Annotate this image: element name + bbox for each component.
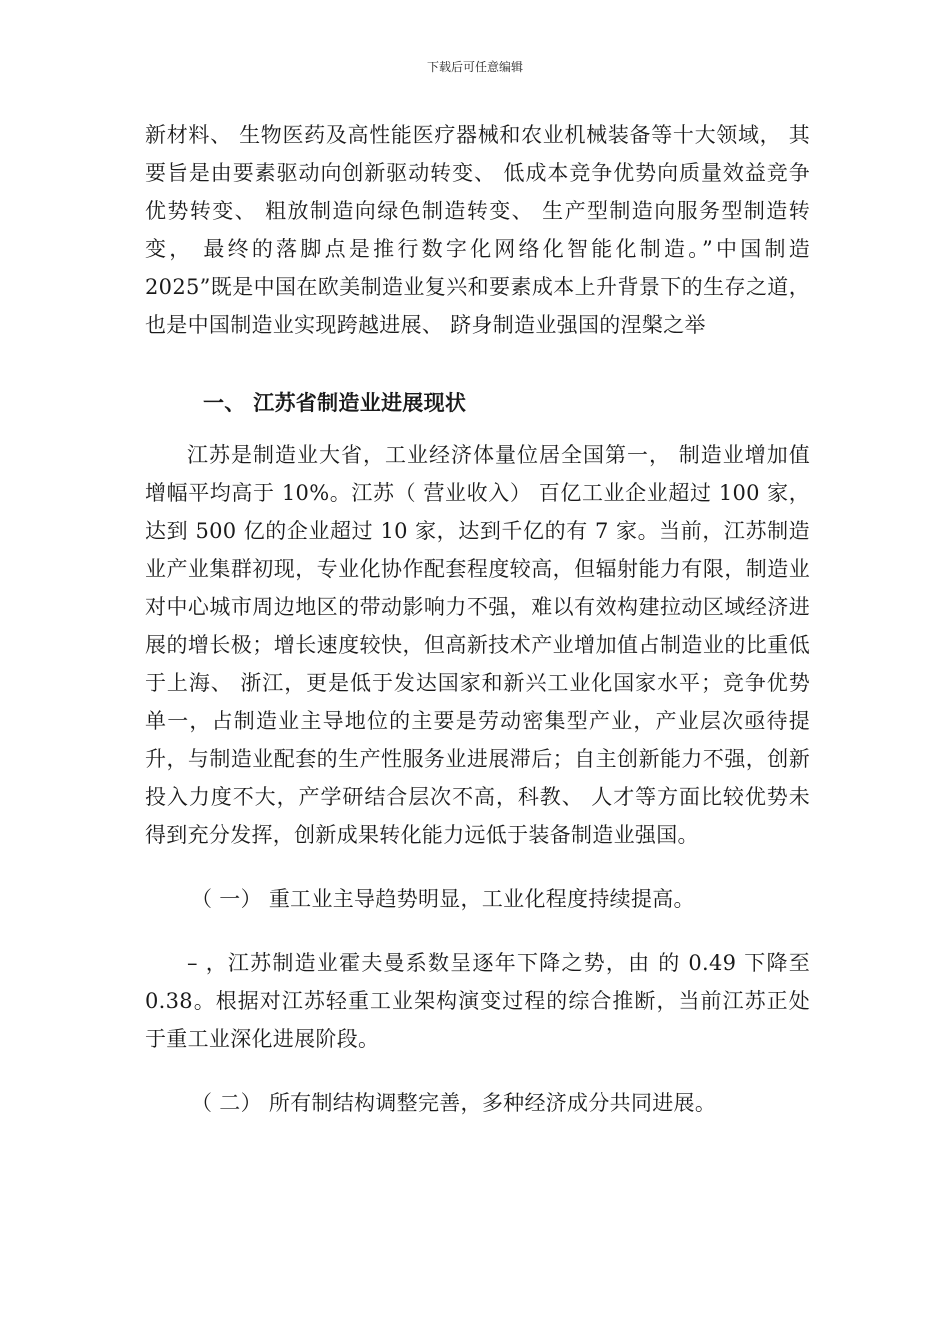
spacer xyxy=(145,422,810,436)
section-heading: 一、 江苏省制造业进展现状 xyxy=(203,391,467,415)
spacer xyxy=(145,918,810,944)
subsection-paragraph: – ，江苏制造业霍夫曼系数呈逐年下降之势，由 的 0.49 下降至 0.38。根据对江苏轻重工业架构演变过程的综合推断，当前江苏正处于重工业深化进展阶段。 xyxy=(145,951,810,1051)
spacer xyxy=(145,344,810,362)
subsection-heading-2: （ 二） 所有制结构调整完善，多种经济成分共同进展。 xyxy=(191,1091,717,1115)
subsection-heading-1: （ 一） 重工业主导趋势明显，工业化程度持续提高。 xyxy=(191,887,695,911)
header-note: 下载后可任意编辑 xyxy=(426,60,523,74)
spacer xyxy=(145,854,810,880)
section-paragraph: 江苏是制造业大省，工业经济体量位居全国第一， 制造业增加值增幅平均高于 10%。江苏（ 营业收入） 百亿工业企业超过 100 家，达到 500 亿的企业超过 10 家，达到千亿的有 7 家。当前，江苏制造业产业集群初现，专业化协作配套程度较高，但辐射能力有限，制造业对中心城市周边地区的带动影响力不强，难以有效构建拉动区域经济进展的增长极；增长速度较快，但高新技术产业增加值占制造业的比重低于上海、 浙江，更是低于发达国家和新兴工业化国家水平；竞争优势单一，占制造业主导地位的主要是劳动密集型产业，产业层次亟待提升，与制造业配套的生产性服务业进展滞后；自主创新能力不强，创新投入力度不大，产学研结合层次不高，科教、 人才等方面比较优势未得到充分发挥，创新成果转化能力远低于装备制造业强国。 xyxy=(145,443,810,847)
paragraph-continued: 新材料、 生物医药及高性能医疗器械和农业机械装备等十大领域， 其要旨是由要素驱动向创新驱动转变、 低成本竞争优势向质量效益竞争优势转变、 粗放制造向绿色制造转变、 生产型制造向服务型制造转变， 最终的落脚点是推行数字化网络化智能化制造。”中国制造 2025”既是中国在欧美制造业复兴和要素成本上升背景下的生存之道， 也是中国制造业实现跨越进展、 跻身制造业强国的涅槃之举 xyxy=(145,123,810,337)
document-body xyxy=(145,116,810,1122)
spacer xyxy=(145,1058,810,1084)
